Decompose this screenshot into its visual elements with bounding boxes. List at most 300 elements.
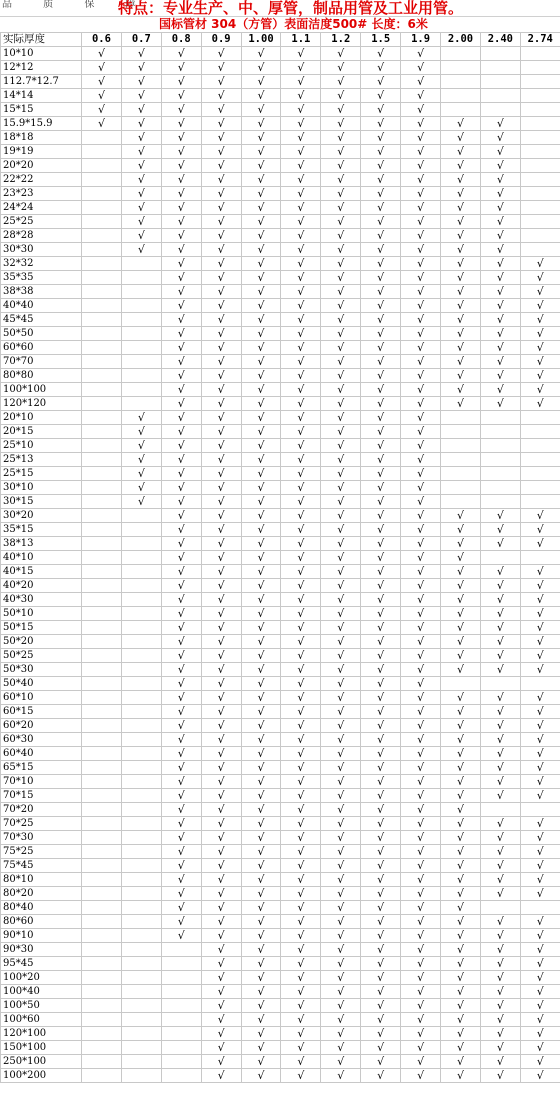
check-mark: √ <box>161 803 201 817</box>
check-mark: √ <box>361 145 401 159</box>
check-mark: √ <box>161 201 201 215</box>
empty-cell <box>520 103 560 117</box>
check-mark: √ <box>201 719 241 733</box>
check-mark: √ <box>401 649 441 663</box>
check-mark: √ <box>361 621 401 635</box>
size-label: 120*100 <box>1 1027 82 1041</box>
empty-cell <box>82 803 122 817</box>
size-label: 75*25 <box>1 845 82 859</box>
check-mark: √ <box>361 985 401 999</box>
empty-cell <box>82 425 122 439</box>
empty-cell <box>480 439 520 453</box>
check-mark: √ <box>321 733 361 747</box>
check-mark: √ <box>161 915 201 929</box>
check-mark: √ <box>321 61 361 75</box>
check-mark: √ <box>441 243 481 257</box>
table-row <box>1 887 560 901</box>
check-mark: √ <box>281 1013 321 1027</box>
empty-cell <box>121 397 161 411</box>
check-mark: √ <box>201 271 241 285</box>
check-mark: √ <box>281 635 321 649</box>
check-mark: √ <box>281 761 321 775</box>
empty-cell <box>121 845 161 859</box>
check-mark: √ <box>441 271 481 285</box>
check-mark: √ <box>480 313 520 327</box>
check-mark: √ <box>161 89 201 103</box>
check-mark: √ <box>241 75 281 89</box>
empty-cell <box>121 341 161 355</box>
check-mark: √ <box>401 369 441 383</box>
empty-cell <box>520 481 560 495</box>
check-mark: √ <box>201 901 241 915</box>
check-mark: √ <box>201 607 241 621</box>
check-mark: √ <box>441 817 481 831</box>
check-mark: √ <box>201 663 241 677</box>
check-mark: √ <box>321 215 361 229</box>
table-row <box>1 467 560 481</box>
check-mark: √ <box>441 1027 481 1041</box>
empty-cell <box>480 453 520 467</box>
check-mark: √ <box>441 1069 481 1083</box>
check-mark: √ <box>361 1013 401 1027</box>
check-mark: √ <box>480 831 520 845</box>
check-mark: √ <box>161 411 201 425</box>
check-mark: √ <box>441 257 481 271</box>
check-mark: √ <box>281 593 321 607</box>
check-mark: √ <box>281 411 321 425</box>
empty-cell <box>121 691 161 705</box>
check-mark: √ <box>401 635 441 649</box>
check-mark: √ <box>520 845 560 859</box>
empty-cell <box>121 859 161 873</box>
check-mark: √ <box>441 985 481 999</box>
check-mark: √ <box>321 677 361 691</box>
check-mark: √ <box>161 47 201 61</box>
empty-cell <box>82 257 122 271</box>
check-mark: √ <box>401 439 441 453</box>
check-mark: √ <box>121 411 161 425</box>
check-mark: √ <box>520 1013 560 1027</box>
check-mark: √ <box>161 285 201 299</box>
empty-cell <box>520 131 560 145</box>
check-mark: √ <box>161 691 201 705</box>
check-mark: √ <box>281 663 321 677</box>
check-mark: √ <box>520 257 560 271</box>
empty-cell <box>121 257 161 271</box>
check-mark: √ <box>480 131 520 145</box>
check-mark: √ <box>241 985 281 999</box>
check-mark: √ <box>401 607 441 621</box>
check-mark: √ <box>281 747 321 761</box>
check-mark: √ <box>321 663 361 677</box>
size-label: 28*28 <box>1 229 82 243</box>
check-mark: √ <box>480 145 520 159</box>
check-mark: √ <box>161 383 201 397</box>
check-mark: √ <box>321 341 361 355</box>
check-mark: √ <box>121 75 161 89</box>
empty-cell <box>480 551 520 565</box>
check-mark: √ <box>441 313 481 327</box>
check-mark: √ <box>201 383 241 397</box>
empty-cell <box>82 355 122 369</box>
check-mark: √ <box>241 971 281 985</box>
check-mark: √ <box>401 733 441 747</box>
empty-cell <box>480 495 520 509</box>
thickness-header: 0.8 <box>161 33 201 47</box>
empty-cell <box>121 985 161 999</box>
empty-cell <box>82 971 122 985</box>
empty-cell <box>82 201 122 215</box>
empty-cell <box>121 537 161 551</box>
check-mark: √ <box>480 383 520 397</box>
size-label: 30*30 <box>1 243 82 257</box>
check-mark: √ <box>361 845 401 859</box>
check-mark: √ <box>281 117 321 131</box>
check-mark: √ <box>441 943 481 957</box>
empty-cell <box>121 831 161 845</box>
check-mark: √ <box>441 789 481 803</box>
check-mark: √ <box>520 733 560 747</box>
check-mark: √ <box>401 1055 441 1069</box>
check-mark: √ <box>441 355 481 369</box>
check-mark: √ <box>401 467 441 481</box>
size-label: 15.9*15.9 <box>1 117 82 131</box>
check-mark: √ <box>321 159 361 173</box>
empty-cell <box>121 1055 161 1069</box>
check-mark: √ <box>281 173 321 187</box>
check-mark: √ <box>401 61 441 75</box>
check-mark: √ <box>321 957 361 971</box>
check-mark: √ <box>480 635 520 649</box>
size-label: 60*10 <box>1 691 82 705</box>
size-label: 10*10 <box>1 47 82 61</box>
table-row <box>1 355 560 369</box>
empty-cell <box>82 957 122 971</box>
check-mark: √ <box>321 719 361 733</box>
empty-cell <box>121 957 161 971</box>
check-mark: √ <box>361 1055 401 1069</box>
check-mark: √ <box>161 243 201 257</box>
check-mark: √ <box>361 103 401 117</box>
check-mark: √ <box>361 649 401 663</box>
empty-cell <box>82 761 122 775</box>
check-mark: √ <box>480 215 520 229</box>
check-mark: √ <box>441 173 481 187</box>
check-mark: √ <box>321 649 361 663</box>
table-row <box>1 145 560 159</box>
table-row <box>1 1041 560 1055</box>
thickness-header: 2.00 <box>441 33 481 47</box>
table-row <box>1 957 560 971</box>
check-mark: √ <box>121 243 161 257</box>
check-mark: √ <box>361 89 401 103</box>
size-label: 80*80 <box>1 369 82 383</box>
check-mark: √ <box>361 719 401 733</box>
check-mark: √ <box>161 551 201 565</box>
size-label: 70*15 <box>1 789 82 803</box>
empty-cell <box>121 649 161 663</box>
check-mark: √ <box>241 201 281 215</box>
check-mark: √ <box>241 999 281 1013</box>
empty-cell <box>121 1041 161 1055</box>
check-mark: √ <box>441 859 481 873</box>
check-mark: √ <box>401 663 441 677</box>
empty-cell <box>121 593 161 607</box>
empty-cell <box>520 495 560 509</box>
check-mark: √ <box>401 859 441 873</box>
check-mark: √ <box>321 523 361 537</box>
thickness-header: 2.40 <box>480 33 520 47</box>
check-mark: √ <box>361 187 401 201</box>
empty-cell <box>82 467 122 481</box>
check-mark: √ <box>401 593 441 607</box>
check-mark: √ <box>241 299 281 313</box>
check-mark: √ <box>241 103 281 117</box>
check-mark: √ <box>480 201 520 215</box>
check-mark: √ <box>321 383 361 397</box>
check-mark: √ <box>321 327 361 341</box>
size-label: 50*20 <box>1 635 82 649</box>
check-mark: √ <box>441 117 481 131</box>
check-mark: √ <box>281 775 321 789</box>
check-mark: √ <box>281 971 321 985</box>
check-mark: √ <box>321 495 361 509</box>
check-mark: √ <box>520 663 560 677</box>
table-row <box>1 831 560 845</box>
check-mark: √ <box>201 1041 241 1055</box>
check-mark: √ <box>321 621 361 635</box>
check-mark: √ <box>201 1055 241 1069</box>
empty-cell <box>520 551 560 565</box>
check-mark: √ <box>361 579 401 593</box>
empty-cell <box>82 859 122 873</box>
check-mark: √ <box>281 901 321 915</box>
check-mark: √ <box>121 61 161 75</box>
check-mark: √ <box>281 831 321 845</box>
check-mark: √ <box>121 145 161 159</box>
check-mark: √ <box>401 621 441 635</box>
check-mark: √ <box>480 817 520 831</box>
check-mark: √ <box>201 509 241 523</box>
check-mark: √ <box>361 425 401 439</box>
check-mark: √ <box>201 929 241 943</box>
check-mark: √ <box>201 775 241 789</box>
check-mark: √ <box>441 341 481 355</box>
check-mark: √ <box>241 257 281 271</box>
size-label: 70*20 <box>1 803 82 817</box>
check-mark: √ <box>361 215 401 229</box>
check-mark: √ <box>401 145 441 159</box>
table-row <box>1 677 560 691</box>
check-mark: √ <box>401 187 441 201</box>
empty-cell <box>441 453 481 467</box>
check-mark: √ <box>161 509 201 523</box>
check-mark: √ <box>281 1041 321 1055</box>
check-mark: √ <box>201 789 241 803</box>
table-row <box>1 187 560 201</box>
check-mark: √ <box>121 201 161 215</box>
check-mark: √ <box>281 565 321 579</box>
check-mark: √ <box>281 943 321 957</box>
check-mark: √ <box>201 859 241 873</box>
check-mark: √ <box>441 845 481 859</box>
check-mark: √ <box>201 635 241 649</box>
check-mark: √ <box>161 341 201 355</box>
table-row <box>1 789 560 803</box>
thickness-header: 0.6 <box>82 33 122 47</box>
check-mark: √ <box>361 1041 401 1055</box>
check-mark: √ <box>441 719 481 733</box>
check-mark: √ <box>241 537 281 551</box>
size-label: 19*19 <box>1 145 82 159</box>
empty-cell <box>520 677 560 691</box>
table-row <box>1 635 560 649</box>
check-mark: √ <box>241 677 281 691</box>
table-row <box>1 159 560 173</box>
check-mark: √ <box>161 481 201 495</box>
check-mark: √ <box>201 159 241 173</box>
table-row <box>1 817 560 831</box>
check-mark: √ <box>520 369 560 383</box>
check-mark: √ <box>520 1055 560 1069</box>
check-mark: √ <box>441 761 481 775</box>
table-row <box>1 341 560 355</box>
check-mark: √ <box>361 537 401 551</box>
check-mark: √ <box>480 341 520 355</box>
empty-cell <box>82 131 122 145</box>
check-mark: √ <box>321 579 361 593</box>
check-mark: √ <box>121 117 161 131</box>
table-row <box>1 845 560 859</box>
check-mark: √ <box>401 873 441 887</box>
check-mark: √ <box>480 593 520 607</box>
check-mark: √ <box>520 929 560 943</box>
check-mark: √ <box>241 453 281 467</box>
check-mark: √ <box>241 509 281 523</box>
check-mark: √ <box>361 411 401 425</box>
check-mark: √ <box>441 691 481 705</box>
table-row <box>1 299 560 313</box>
check-mark: √ <box>82 47 122 61</box>
check-mark: √ <box>161 621 201 635</box>
check-mark: √ <box>520 271 560 285</box>
check-mark: √ <box>520 299 560 313</box>
size-label: 50*50 <box>1 327 82 341</box>
check-mark: √ <box>321 607 361 621</box>
check-mark: √ <box>361 299 401 313</box>
check-mark: √ <box>480 397 520 411</box>
empty-cell <box>520 145 560 159</box>
empty-cell <box>161 1041 201 1055</box>
check-mark: √ <box>480 789 520 803</box>
check-mark: √ <box>201 299 241 313</box>
check-mark: √ <box>361 635 401 649</box>
empty-cell <box>82 383 122 397</box>
empty-cell <box>121 313 161 327</box>
check-mark: √ <box>321 425 361 439</box>
check-mark: √ <box>441 565 481 579</box>
empty-cell <box>82 145 122 159</box>
check-mark: √ <box>321 747 361 761</box>
size-label: 23*23 <box>1 187 82 201</box>
empty-cell <box>520 411 560 425</box>
check-mark: √ <box>201 971 241 985</box>
size-label: 70*30 <box>1 831 82 845</box>
check-mark: √ <box>201 411 241 425</box>
size-label: 60*30 <box>1 733 82 747</box>
empty-cell <box>82 831 122 845</box>
check-mark: √ <box>241 901 281 915</box>
empty-cell <box>82 691 122 705</box>
table-row <box>1 621 560 635</box>
empty-cell <box>441 677 481 691</box>
check-mark: √ <box>321 411 361 425</box>
check-mark: √ <box>361 159 401 173</box>
check-mark: √ <box>361 271 401 285</box>
check-mark: √ <box>321 257 361 271</box>
empty-cell <box>121 607 161 621</box>
size-label: 80*60 <box>1 915 82 929</box>
check-mark: √ <box>321 775 361 789</box>
empty-cell <box>161 971 201 985</box>
check-mark: √ <box>321 271 361 285</box>
check-mark: √ <box>241 1013 281 1027</box>
table-row <box>1 383 560 397</box>
check-mark: √ <box>241 369 281 383</box>
check-mark: √ <box>82 117 122 131</box>
check-mark: √ <box>201 285 241 299</box>
check-mark: √ <box>441 299 481 313</box>
empty-cell <box>82 439 122 453</box>
size-label: 35*35 <box>1 271 82 285</box>
check-mark: √ <box>241 607 281 621</box>
empty-cell <box>82 229 122 243</box>
check-mark: √ <box>401 747 441 761</box>
size-label: 20*15 <box>1 425 82 439</box>
check-mark: √ <box>241 383 281 397</box>
check-mark: √ <box>161 397 201 411</box>
empty-cell <box>121 523 161 537</box>
check-mark: √ <box>201 75 241 89</box>
check-mark: √ <box>161 789 201 803</box>
check-mark: √ <box>82 61 122 75</box>
check-mark: √ <box>281 551 321 565</box>
check-mark: √ <box>520 621 560 635</box>
check-mark: √ <box>281 733 321 747</box>
check-mark: √ <box>321 789 361 803</box>
check-mark: √ <box>201 593 241 607</box>
check-mark: √ <box>441 747 481 761</box>
check-mark: √ <box>121 131 161 145</box>
size-label: 250*100 <box>1 1055 82 1069</box>
check-mark: √ <box>201 145 241 159</box>
check-mark: √ <box>321 229 361 243</box>
table-row <box>1 929 560 943</box>
check-mark: √ <box>201 257 241 271</box>
check-mark: √ <box>201 481 241 495</box>
check-mark: √ <box>281 691 321 705</box>
check-mark: √ <box>441 705 481 719</box>
check-mark: √ <box>281 201 321 215</box>
check-mark: √ <box>520 523 560 537</box>
empty-cell <box>520 453 560 467</box>
empty-cell <box>161 1027 201 1041</box>
size-label: 120*120 <box>1 397 82 411</box>
empty-cell <box>480 47 520 61</box>
check-mark: √ <box>480 1055 520 1069</box>
check-mark: √ <box>441 579 481 593</box>
table-row <box>1 201 560 215</box>
